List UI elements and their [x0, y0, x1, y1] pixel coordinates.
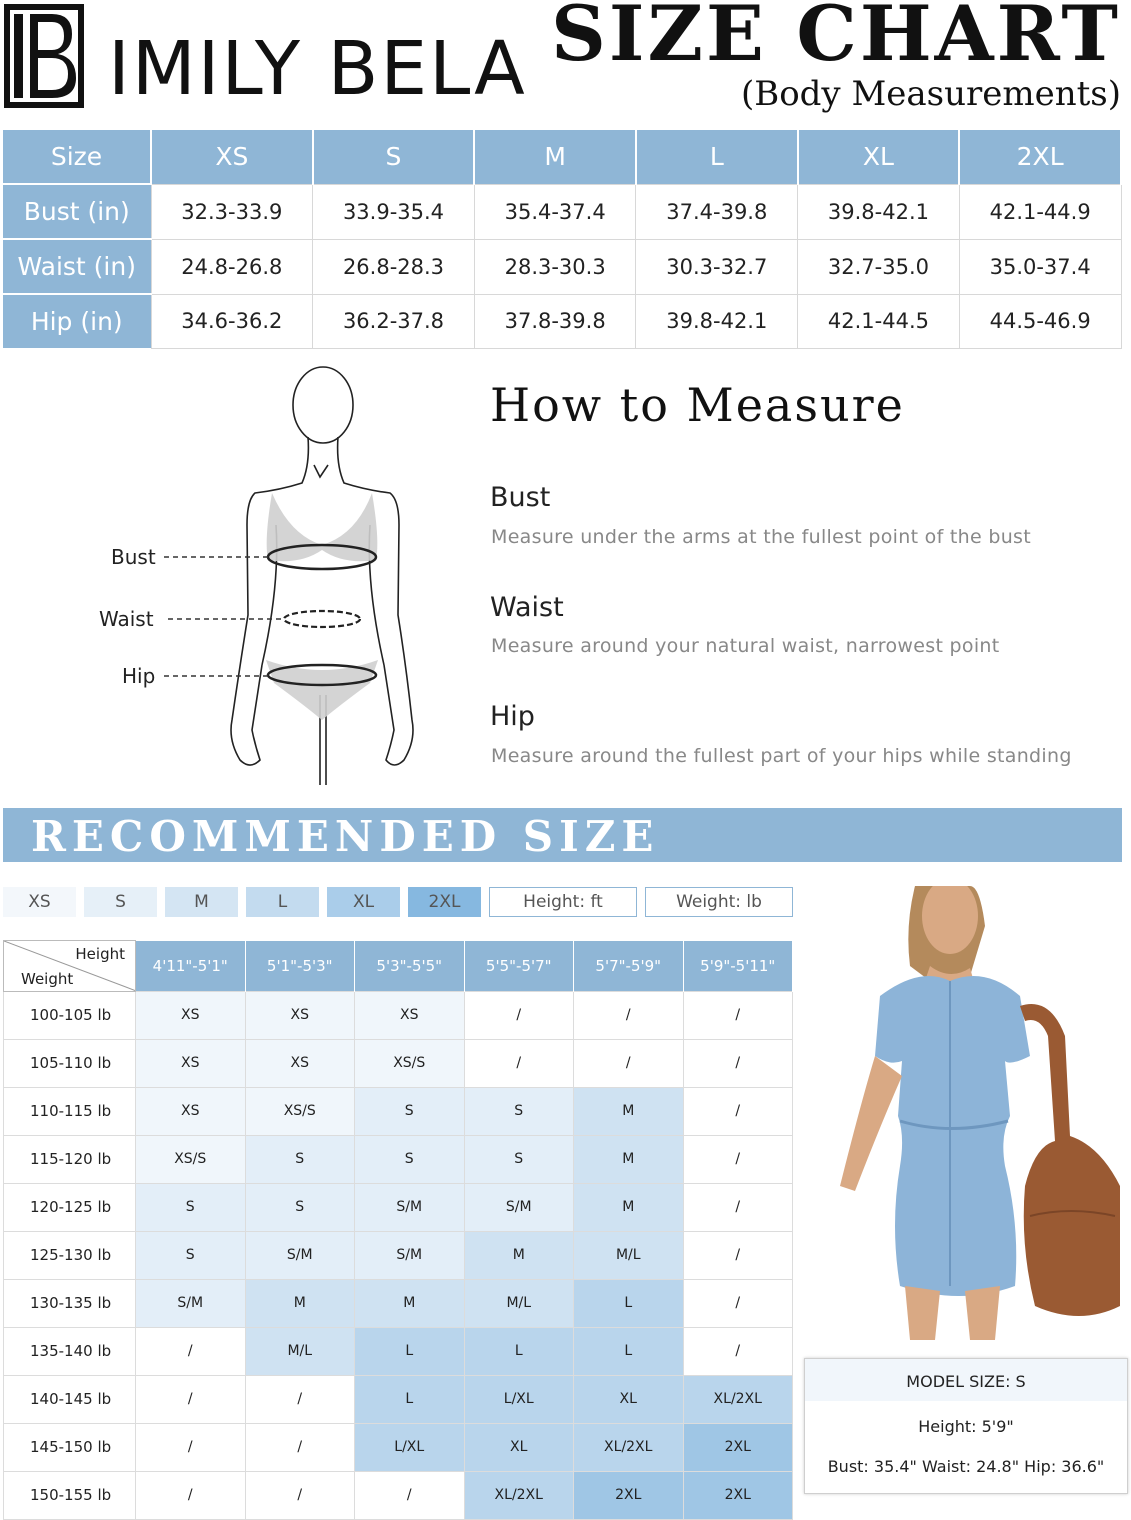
height-weight-corner [4, 941, 136, 992]
size-cell: S/M [355, 1183, 465, 1231]
body-figure-illustration [90, 365, 430, 790]
table-cell: 37.8-39.8 [474, 294, 636, 348]
height-column: 4'11"-5'1" [136, 941, 246, 992]
weight-label: 120-125 lb [4, 1183, 136, 1231]
height-column: 5'9"-5'11" [683, 941, 793, 992]
size-cell: M/L [245, 1327, 355, 1375]
table-row [4, 1135, 793, 1183]
size-cell: L/XL [464, 1375, 574, 1423]
weight-label: 125-130 lb [4, 1231, 136, 1279]
size-cell: XL [574, 1375, 684, 1423]
size-cell: 2XL [574, 1471, 684, 1519]
table-row [4, 1327, 793, 1375]
size-cell: S/M [355, 1231, 465, 1279]
size-cell: XS [245, 1039, 355, 1087]
table-cell: 35.0-37.4 [959, 239, 1121, 294]
size-cell: L [355, 1375, 465, 1423]
size-cell: XS [355, 991, 465, 1039]
table-cell: 39.8-42.1 [798, 184, 960, 239]
brand [4, 4, 527, 112]
size-cell: L [574, 1327, 684, 1375]
measure-bust-desc: Measure under the arms at the fullest point of the bust [491, 526, 1032, 548]
size-cell: S [464, 1135, 574, 1183]
table-cell: 28.3-30.3 [474, 239, 636, 294]
size-cell: / [683, 1087, 793, 1135]
table-cell: 44.5-46.9 [959, 294, 1121, 348]
size-cell: / [245, 1375, 355, 1423]
size-cell: / [136, 1471, 246, 1519]
size-cell: 2XL [683, 1423, 793, 1471]
figure-label-hip: Hip [122, 664, 156, 688]
size-cell: / [136, 1423, 246, 1471]
table-cell: 32.7-35.0 [798, 239, 960, 294]
table-row [4, 991, 793, 1039]
height-column: 5'5"-5'7" [464, 941, 574, 992]
size-cell: / [683, 1183, 793, 1231]
chart-title: SIZE CHART [551, 0, 1121, 78]
size-cell: L [355, 1327, 465, 1375]
legend-weight-unit: Weight: lb [645, 887, 793, 917]
size-cell: XL/2XL [683, 1375, 793, 1423]
body-measurement-table [3, 130, 1122, 349]
size-cell: M/L [464, 1279, 574, 1327]
table-cell: 30.3-32.7 [636, 239, 798, 294]
height-column: 5'7"-5'9" [574, 941, 684, 992]
size-cell: S [245, 1183, 355, 1231]
legend-height-unit: Height: ft [489, 887, 637, 917]
size-cell: XS/S [355, 1039, 465, 1087]
size-cell: XS/S [136, 1135, 246, 1183]
legend-swatch-2xl: 2XL [408, 887, 481, 917]
size-cell: L [574, 1279, 684, 1327]
size-cell: XS [136, 1039, 246, 1087]
weight-label: 140-145 lb [4, 1375, 136, 1423]
size-cell: / [464, 991, 574, 1039]
size-cell: M [574, 1087, 684, 1135]
weight-label: 145-150 lb [4, 1423, 136, 1471]
table-cell: 42.1-44.5 [798, 294, 960, 348]
size-column-xl: XL [798, 130, 960, 184]
size-cell: / [136, 1375, 246, 1423]
size-cell: S [355, 1135, 465, 1183]
size-header: Size [3, 130, 151, 184]
size-cell: S/M [245, 1231, 355, 1279]
table-row [4, 1039, 793, 1087]
size-cell: / [683, 991, 793, 1039]
table-cell: 24.8-26.8 [151, 239, 313, 294]
size-cell: S [136, 1231, 246, 1279]
weight-label: 105-110 lb [4, 1039, 136, 1087]
size-cell: / [245, 1471, 355, 1519]
size-cell: XS [136, 991, 246, 1039]
size-cell: / [683, 1039, 793, 1087]
table-cell: 37.4-39.8 [636, 184, 798, 239]
size-cell: XL/2XL [574, 1423, 684, 1471]
size-cell: L/XL [355, 1423, 465, 1471]
size-cell: S/M [136, 1279, 246, 1327]
table-cell: 32.3-33.9 [151, 184, 313, 239]
height-column: 5'1"-5'3" [245, 941, 355, 992]
legend-swatch-l: L [246, 887, 319, 917]
measure-hip-desc: Measure around the fullest part of your hips while standing [491, 745, 1072, 767]
measure-hip-title: Hip [490, 701, 535, 732]
size-cell: / [683, 1135, 793, 1183]
size-cell: S [464, 1087, 574, 1135]
size-column-xs: XS [151, 130, 313, 184]
size-cell: S [245, 1135, 355, 1183]
legend-swatch-s: S [84, 887, 157, 917]
weight-label: 130-135 lb [4, 1279, 136, 1327]
table-cell: 39.8-42.1 [636, 294, 798, 348]
model-size: MODEL SIZE: S [805, 1359, 1127, 1401]
size-cell: M [464, 1231, 574, 1279]
size-cell: S [355, 1087, 465, 1135]
table-row [3, 184, 1121, 239]
table-cell: 36.2-37.8 [313, 294, 475, 348]
measure-waist-desc: Measure around your natural waist, narrowest point [491, 635, 1000, 657]
corner-weight-label: Weight [21, 969, 74, 988]
size-column-s: S [313, 130, 475, 184]
size-column-l: L [636, 130, 798, 184]
model-measurements: Bust: 35.4" Waist: 24.8" Hip: 36.6" [827, 1457, 1105, 1476]
row-label-bust: Bust (in) [3, 184, 151, 239]
recommended-size-table [3, 940, 793, 1520]
size-cell: / [245, 1423, 355, 1471]
size-cell: S [136, 1183, 246, 1231]
table-cell: 34.6-36.2 [151, 294, 313, 348]
recommended-size-banner [3, 808, 1122, 862]
table-row [4, 1231, 793, 1279]
model-photo [820, 886, 1126, 1340]
size-cell: / [136, 1327, 246, 1375]
size-cell: XL [464, 1423, 574, 1471]
figure-label-bust: Bust [111, 545, 156, 569]
size-cell: L [464, 1327, 574, 1375]
weight-label: 100-105 lb [4, 991, 136, 1039]
size-cell: S/M [464, 1183, 574, 1231]
model-height: Height: 5'9" [918, 1417, 1014, 1436]
size-cell: XL/2XL [464, 1471, 574, 1519]
table-row [4, 1279, 793, 1327]
model-info-box [804, 1358, 1128, 1494]
size-cell: / [574, 1039, 684, 1087]
height-column: 5'3"-5'5" [355, 941, 465, 992]
size-cell: 2XL [683, 1471, 793, 1519]
size-cell: XS [136, 1087, 246, 1135]
weight-label: 110-115 lb [4, 1087, 136, 1135]
table-cell: 35.4-37.4 [474, 184, 636, 239]
table-cell: 26.8-28.3 [313, 239, 475, 294]
size-cell: / [683, 1231, 793, 1279]
table-header-row [4, 941, 793, 992]
weight-label: 135-140 lb [4, 1327, 136, 1375]
size-cell: / [464, 1039, 574, 1087]
table-row [3, 294, 1121, 348]
size-cell: XS [245, 991, 355, 1039]
size-cell: / [574, 991, 684, 1039]
table-row [4, 1087, 793, 1135]
corner-height-label: Height [75, 945, 125, 963]
size-cell: M [574, 1183, 684, 1231]
figure-label-waist: Waist [99, 607, 154, 631]
brand-name: IMILY BELA [108, 26, 527, 112]
table-row [4, 1375, 793, 1423]
size-cell: XS/S [245, 1087, 355, 1135]
legend-swatch-m: M [165, 887, 238, 917]
table-row [4, 1423, 793, 1471]
row-label-hip: Hip (in) [3, 294, 151, 348]
ib-monogram-logo-icon [4, 4, 84, 108]
size-column-m: M [474, 130, 636, 184]
table-cell: 42.1-44.9 [959, 184, 1121, 239]
row-label-waist: Waist (in) [3, 239, 151, 294]
measure-bust-title: Bust [490, 482, 551, 513]
legend-swatch-xl: XL [327, 887, 400, 917]
chart-subtitle: (Body Measurements) [740, 74, 1121, 114]
size-cell: M/L [574, 1231, 684, 1279]
size-cell: / [355, 1471, 465, 1519]
size-column-2xl: 2XL [959, 130, 1121, 184]
how-to-measure-title: How to Measure [490, 378, 905, 432]
size-cell: M [574, 1135, 684, 1183]
recommended-size-title: RECOMMENDED SIZE [31, 812, 660, 861]
measure-waist-title: Waist [490, 592, 564, 623]
table-cell: 33.9-35.4 [313, 184, 475, 239]
table-header-row [3, 130, 1121, 184]
size-cell: / [683, 1279, 793, 1327]
size-cell: / [683, 1327, 793, 1375]
size-cell: M [245, 1279, 355, 1327]
size-cell: M [355, 1279, 465, 1327]
legend-swatch-xs: XS [3, 887, 76, 917]
weight-label: 150-155 lb [4, 1471, 136, 1519]
table-row [3, 239, 1121, 294]
table-row [4, 1471, 793, 1519]
weight-label: 115-120 lb [4, 1135, 136, 1183]
table-row [4, 1183, 793, 1231]
